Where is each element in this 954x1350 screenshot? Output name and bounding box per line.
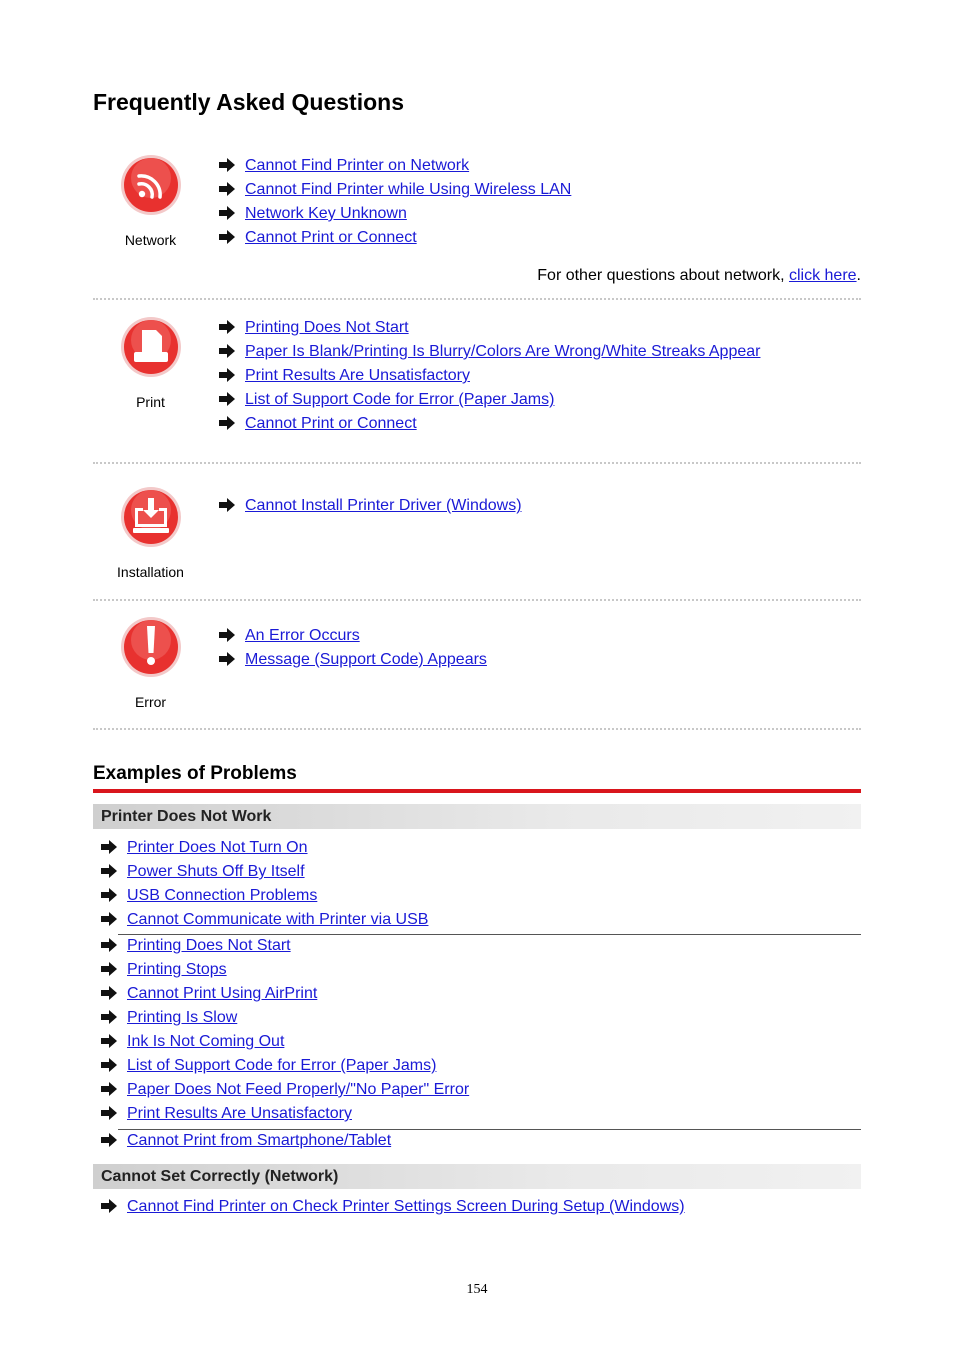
category-label: Error xyxy=(134,694,167,710)
section-divider xyxy=(93,462,861,464)
arrow-right-icon xyxy=(219,230,235,244)
arrow-right-icon xyxy=(219,628,235,642)
click-here-link[interactable]: click here xyxy=(788,267,857,284)
faq-category xyxy=(93,316,208,410)
list-item xyxy=(219,226,571,250)
arrow-right-icon xyxy=(101,1058,117,1072)
faq-link[interactable]: Cannot Find Printer while Using Wireless LAN xyxy=(245,181,572,198)
list-item xyxy=(93,1006,861,1030)
arrow-right-icon xyxy=(219,182,235,196)
faq-link[interactable]: Network Key Unknown xyxy=(245,205,407,222)
problem-link[interactable]: Cannot Print Using AirPrint xyxy=(127,985,318,1002)
list-item xyxy=(93,1129,861,1153)
arrow-right-icon xyxy=(101,1082,117,1096)
problem-link[interactable]: Printing Does Not Start xyxy=(127,937,291,954)
faq-link-list xyxy=(219,624,487,672)
arrow-right-icon xyxy=(219,416,235,430)
list-item xyxy=(93,836,861,860)
arrow-right-icon xyxy=(101,912,117,926)
faq-link[interactable]: Cannot Print or Connect xyxy=(245,229,417,246)
arrow-right-icon xyxy=(219,158,235,172)
faq-link[interactable]: Printing Does Not Start xyxy=(245,319,409,336)
category-label: Network xyxy=(124,232,177,248)
arrow-right-icon xyxy=(219,392,235,406)
arrow-right-icon xyxy=(101,938,117,952)
faq-link-list xyxy=(219,316,760,436)
list-item xyxy=(219,648,487,672)
examples-heading: Examples of Problems xyxy=(93,763,297,784)
problem-link[interactable]: Printing Stops xyxy=(127,961,227,978)
arrow-right-icon xyxy=(219,368,235,382)
arrow-right-icon xyxy=(101,1034,117,1048)
faq-category xyxy=(93,616,208,710)
problem-link[interactable]: Printing Is Slow xyxy=(127,1009,238,1026)
list-item xyxy=(219,494,522,518)
faq-link[interactable]: Cannot Install Printer Driver (Windows) xyxy=(245,497,522,514)
list-item xyxy=(93,934,861,958)
arrow-right-icon xyxy=(101,840,117,854)
arrow-right-icon xyxy=(101,864,117,878)
list-item xyxy=(219,388,760,412)
problem-link[interactable]: Cannot Find Printer on Check Printer Settings Screen During Setup (Windows) xyxy=(127,1198,685,1215)
list-item xyxy=(93,1054,861,1078)
note-text: For other questions about network, xyxy=(537,267,789,284)
arrow-right-icon xyxy=(101,1106,117,1120)
faq-link[interactable]: Paper Is Blank/Printing Is Blurry/Colors Are Wrong/White Streaks Appear xyxy=(245,343,761,360)
problem-link[interactable]: USB Connection Problems xyxy=(127,887,318,904)
problem-link[interactable]: Cannot Print from Smartphone/Tablet xyxy=(127,1132,392,1149)
list-item xyxy=(93,1102,861,1126)
list-item xyxy=(219,364,760,388)
list-item xyxy=(219,154,571,178)
arrow-right-icon xyxy=(101,962,117,976)
list-item xyxy=(93,1030,861,1054)
list-item xyxy=(219,624,487,648)
list-item xyxy=(219,340,760,364)
problem-link[interactable]: List of Support Code for Error (Paper Jams) xyxy=(127,1057,437,1074)
faq-link[interactable]: Cannot Print or Connect xyxy=(245,415,417,432)
faq-link[interactable]: Print Results Are Unsatisfactory xyxy=(245,367,470,384)
subheading-printer-does-not-work: Printer Does Not Work xyxy=(93,804,861,829)
faq-category xyxy=(93,486,208,580)
faq-link[interactable]: Cannot Find Printer on Network xyxy=(245,157,470,174)
download-install-icon[interactable] xyxy=(120,486,182,548)
list-item xyxy=(93,958,861,982)
list-item xyxy=(219,316,760,340)
faq-link[interactable]: List of Support Code for Error (Paper Jams) xyxy=(245,391,555,408)
heading-underline xyxy=(93,789,861,793)
problem-link[interactable]: Paper Does Not Feed Properly/"No Paper" Error xyxy=(127,1081,470,1098)
list-item xyxy=(93,1195,861,1219)
page-title: Frequently Asked Questions xyxy=(93,89,404,115)
section-divider xyxy=(93,599,861,601)
problem-link[interactable]: Ink Is Not Coming Out xyxy=(127,1033,285,1050)
list-item xyxy=(93,884,861,908)
faq-link-list xyxy=(219,154,571,250)
exclamation-icon[interactable] xyxy=(120,616,182,678)
page-number: 154 xyxy=(466,1282,488,1297)
arrow-right-icon xyxy=(101,986,117,1000)
category-label: Print xyxy=(136,394,165,410)
faq-link[interactable]: Message (Support Code) Appears xyxy=(245,651,487,668)
subheading-cannot-set-correctly: Cannot Set Correctly (Network) xyxy=(93,1164,861,1189)
arrow-right-icon xyxy=(219,320,235,334)
problem-list xyxy=(93,1195,861,1219)
problem-link[interactable]: Printer Does Not Turn On xyxy=(127,839,308,856)
arrow-right-icon xyxy=(219,652,235,666)
wifi-signal-icon[interactable] xyxy=(120,154,182,216)
arrow-right-icon xyxy=(219,344,235,358)
list-item xyxy=(93,908,861,932)
category-label: Installation xyxy=(117,564,184,580)
faq-link[interactable]: An Error Occurs xyxy=(245,627,360,644)
arrow-right-icon xyxy=(219,206,235,220)
list-item xyxy=(93,860,861,884)
problem-link[interactable]: Cannot Communicate with Printer via USB xyxy=(127,911,429,928)
problem-link[interactable]: Print Results Are Unsatisfactory xyxy=(127,1105,352,1122)
faq-link-list xyxy=(219,494,522,518)
arrow-right-icon xyxy=(101,1010,117,1024)
printer-icon[interactable] xyxy=(120,316,182,378)
network-more-note xyxy=(537,267,861,285)
section-divider xyxy=(93,728,861,730)
list-item xyxy=(219,412,760,436)
problem-link[interactable]: Power Shuts Off By Itself xyxy=(127,863,305,880)
problem-list xyxy=(93,934,861,1126)
list-item xyxy=(219,178,571,202)
arrow-right-icon xyxy=(101,888,117,902)
problem-list xyxy=(93,1129,861,1153)
arrow-right-icon xyxy=(219,498,235,512)
arrow-right-icon xyxy=(101,1199,117,1213)
section-divider xyxy=(93,298,861,300)
problem-list xyxy=(93,836,861,932)
list-item xyxy=(93,982,861,1006)
note-suffix: . xyxy=(856,267,861,284)
list-item xyxy=(219,202,571,226)
faq-category xyxy=(93,154,208,248)
arrow-right-icon xyxy=(101,1133,117,1147)
list-item xyxy=(93,1078,861,1102)
